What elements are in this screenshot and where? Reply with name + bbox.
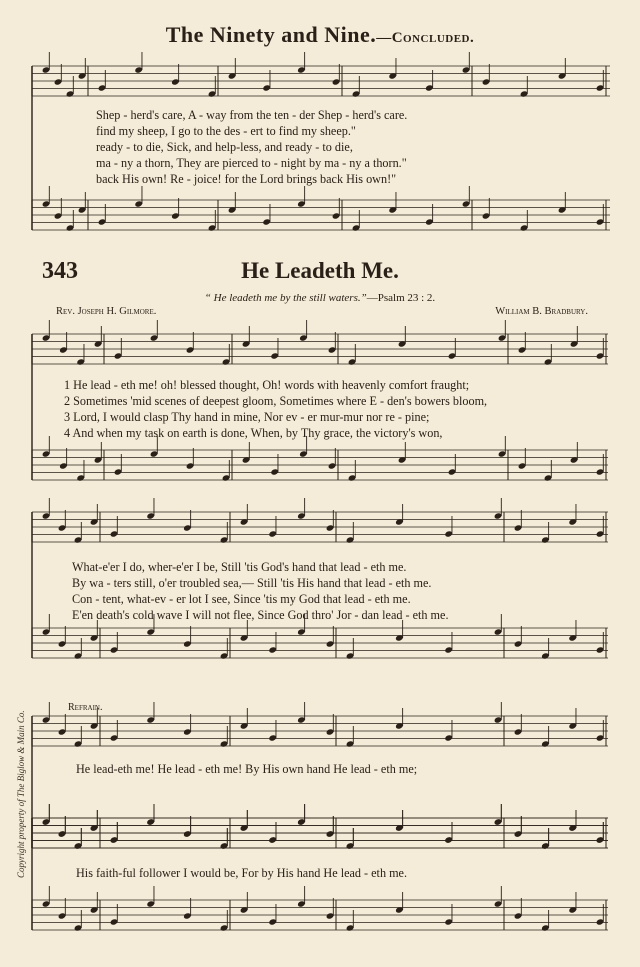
copyright-notice	[14, 520, 28, 880]
stanza-line: 1 He lead - eth me! oh! blessed thought, Oh! words with heavenly comfort fraught;	[64, 378, 470, 392]
previous-hymn-title	[0, 22, 640, 48]
stanza-line: 3 Lord, I would clasp Thy hand in mine, Nor ev - er mur-mur nor re - pine;	[64, 410, 430, 424]
stanza-line: Con - tent, what-ev - er lot I see, Since 'tis my God that lead - eth me.	[72, 592, 411, 606]
hymn-title: He Leadeth Me.	[241, 258, 399, 283]
stanza-line: What-e'er I do, wher-e'er I be, Still 'tis God's hand that lead - eth me.	[72, 560, 407, 574]
composer-credit: William B. Bradbury.	[495, 306, 588, 317]
lyric-line: Shep - herd's care, A - way from the ten - der Shep - herd's care.	[96, 108, 408, 122]
copyright-text: Copyright property of The Biglow & Main Co.	[16, 710, 26, 878]
lyric-line: ma - ny a thorn, They are pierced to - night by ma - ny a thorn."	[96, 156, 407, 170]
epigraph-reference: —Psalm 23 : 2.	[366, 292, 436, 304]
stanza-line: E'en death's cold wave I will not flee, Since God thro' Jor - dan lead - eth me.	[72, 608, 449, 622]
stanza-line: By wa - ters still, o'er troubled sea,— Still 'tis His hand that lead - eth me.	[72, 576, 432, 590]
stanza-line: 2 Sometimes 'mid scenes of deepest gloom, Sometimes where E - den's bowers bloom,	[64, 394, 488, 408]
hymn-number: 343	[42, 258, 78, 284]
previous-hymn-continuation: —Concluded.	[376, 30, 475, 46]
refrain-line: His faith-ful follower I would be, For by His hand He lead - eth me.	[76, 866, 408, 880]
epigraph-quote: “ He leadeth me by the still waters.”	[204, 292, 367, 304]
epigraph	[0, 292, 640, 304]
lyric-line: find my sheep, I go to the des - ert to find my sheep."	[96, 124, 356, 138]
stanza-line: 4 And when my task on earth is done, When, by Thy grace, the victory's won,	[64, 426, 443, 440]
refrain-label: Refrain.	[68, 702, 103, 713]
refrain-line: He lead-eth me! He lead - eth me! By His own hand He lead - eth me;	[76, 762, 418, 776]
lyric-line: ready - to die, Sick, and help-less, and ready - to die,	[96, 140, 353, 154]
lyric-line: back His own! Re - joice! for the Lord brings back His own!"	[96, 172, 397, 186]
author-credit: Rev. Joseph H. Gilmore.	[56, 306, 157, 317]
previous-hymn-title-text: The Ninety and Nine.	[165, 22, 377, 47]
